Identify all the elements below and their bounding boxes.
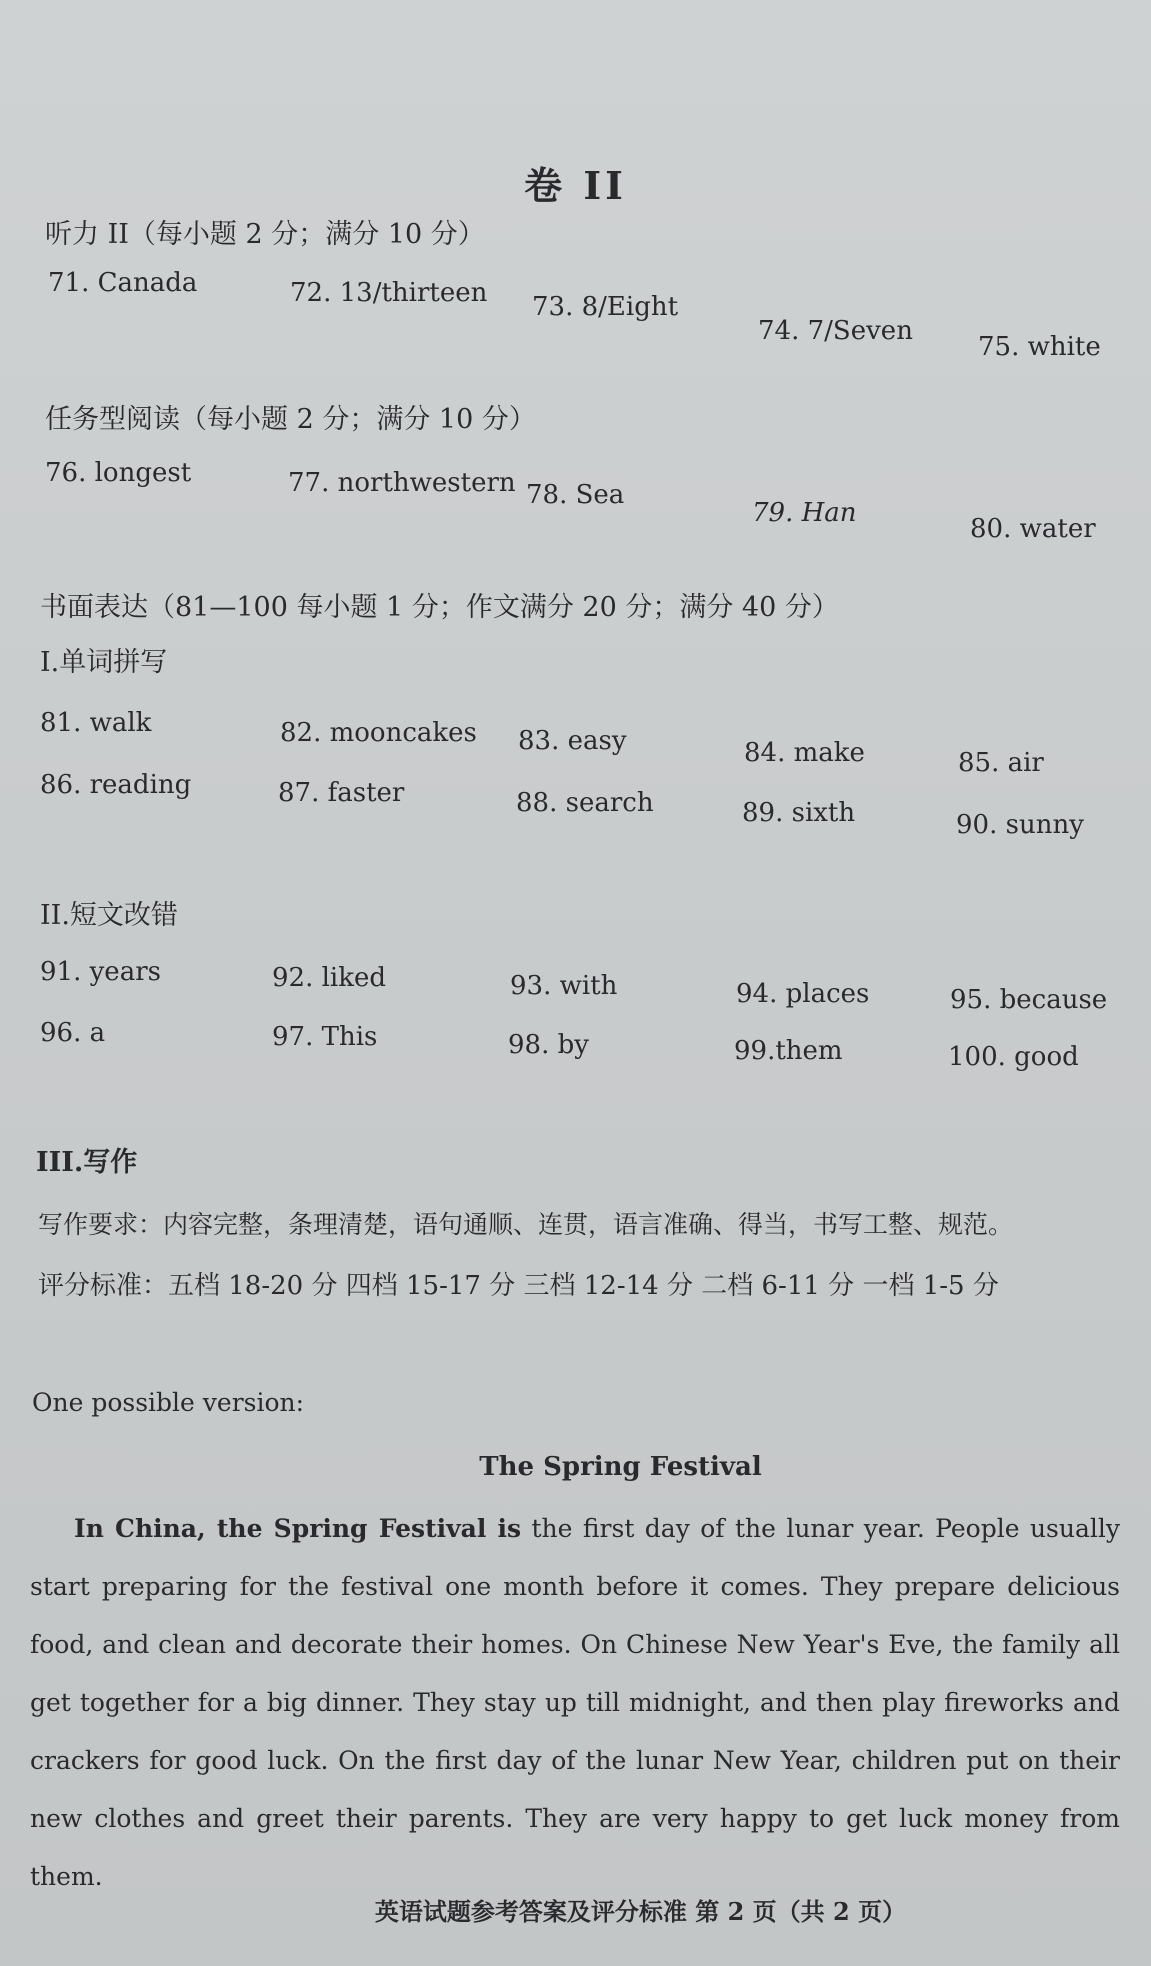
composition-requirement: 写作要求：内容完整，条理清楚，语句通顺、连贯，语言准确、得当，书写工整、规范。 <box>38 1210 1014 1239</box>
answer-81: 81. walk <box>40 708 152 738</box>
answer-92: 92. liked <box>272 963 387 993</box>
answer-88: 88. search <box>516 788 654 818</box>
answer-76: 76. longest <box>45 458 192 488</box>
answer-93: 93. with <box>510 971 618 1001</box>
page-footer: 英语试题参考答案及评分标准 第 2 页（共 2 页） <box>374 1897 907 1926</box>
composition-scoring: 评分标准：五档 18-20 分 四档 15-17 分 三档 12-14 分 二档 6-11 分 一档 1-5 分 <box>38 1271 999 1301</box>
page-title: 卷 II <box>524 163 627 208</box>
answer-72: 72. 13/thirteen <box>290 278 488 308</box>
answer-74: 74. 7/Seven <box>758 316 913 346</box>
spelling-row-2 <box>40 770 1120 840</box>
answer-79: 79. Han <box>752 498 857 528</box>
answer-91: 91. years <box>40 957 161 987</box>
correction-heading: II.短文改错 <box>40 900 178 931</box>
answer-94: 94. places <box>736 979 870 1009</box>
answer-85: 85. air <box>958 748 1044 778</box>
spelling-row-1 <box>40 708 1120 778</box>
spelling-heading: I.单词拼写 <box>40 647 168 678</box>
answer-77: 77. northwestern <box>288 468 516 498</box>
answer-73: 73. 8/Eight <box>532 292 679 322</box>
answer-80: 80. water <box>970 514 1096 544</box>
correction-row-1 <box>40 957 1120 1015</box>
answer-99: 99.them <box>734 1036 843 1066</box>
answer-87: 87. faster <box>278 778 405 808</box>
answer-100: 100. good <box>948 1042 1079 1072</box>
listening-heading: 听力 II（每小题 2 分；满分 10 分） <box>45 219 485 250</box>
task-reading-answers-row <box>40 458 1120 544</box>
task-reading-heading: 任务型阅读（每小题 2 分；满分 10 分） <box>45 404 536 435</box>
essay-text: the first day of the lunar year. People usually start preparing for the festival one month before it comes. They prepare delicious food, and clean and decorate their homes. On Chinese New Year's Eve, the family all get together for a big dinner. They stay up till midnight, and then play fireworks and crackers for good luck. On the first day of the lunar New Year, children put on their new clothes and greet their parents. They are very happy to get luck money from them. <box>30 1514 1120 1891</box>
answer-86: 86. reading <box>40 770 192 800</box>
answer-75: 75. white <box>978 332 1101 362</box>
answer-71: 71. Canada <box>48 268 198 298</box>
answer-82: 82. mooncakes <box>280 718 477 748</box>
answer-96: 96. a <box>40 1018 106 1048</box>
essay-lead: In China, the Spring Festival is <box>74 1514 522 1543</box>
answer-97: 97. This <box>272 1022 378 1052</box>
correction-row-2 <box>40 1018 1120 1072</box>
essay-body <box>30 1500 1120 1906</box>
answer-78: 78. Sea <box>526 480 625 510</box>
answer-90: 90. sunny <box>956 810 1084 840</box>
listening-answers-row <box>40 268 1120 362</box>
answer-84: 84. make <box>744 738 865 768</box>
essay-title: The Spring Festival <box>479 1452 762 1482</box>
composition-heading: III.写作 <box>36 1147 138 1178</box>
essay-intro: One possible version: <box>32 1388 305 1417</box>
answer-98: 98. by <box>508 1030 589 1060</box>
answer-95: 95. because <box>950 985 1108 1015</box>
answer-83: 83. easy <box>518 726 627 756</box>
writing-section-heading: 书面表达（81—100 每小题 1 分；作文满分 20 分；满分 40 分） <box>40 592 839 623</box>
answer-89: 89. sixth <box>742 798 856 828</box>
